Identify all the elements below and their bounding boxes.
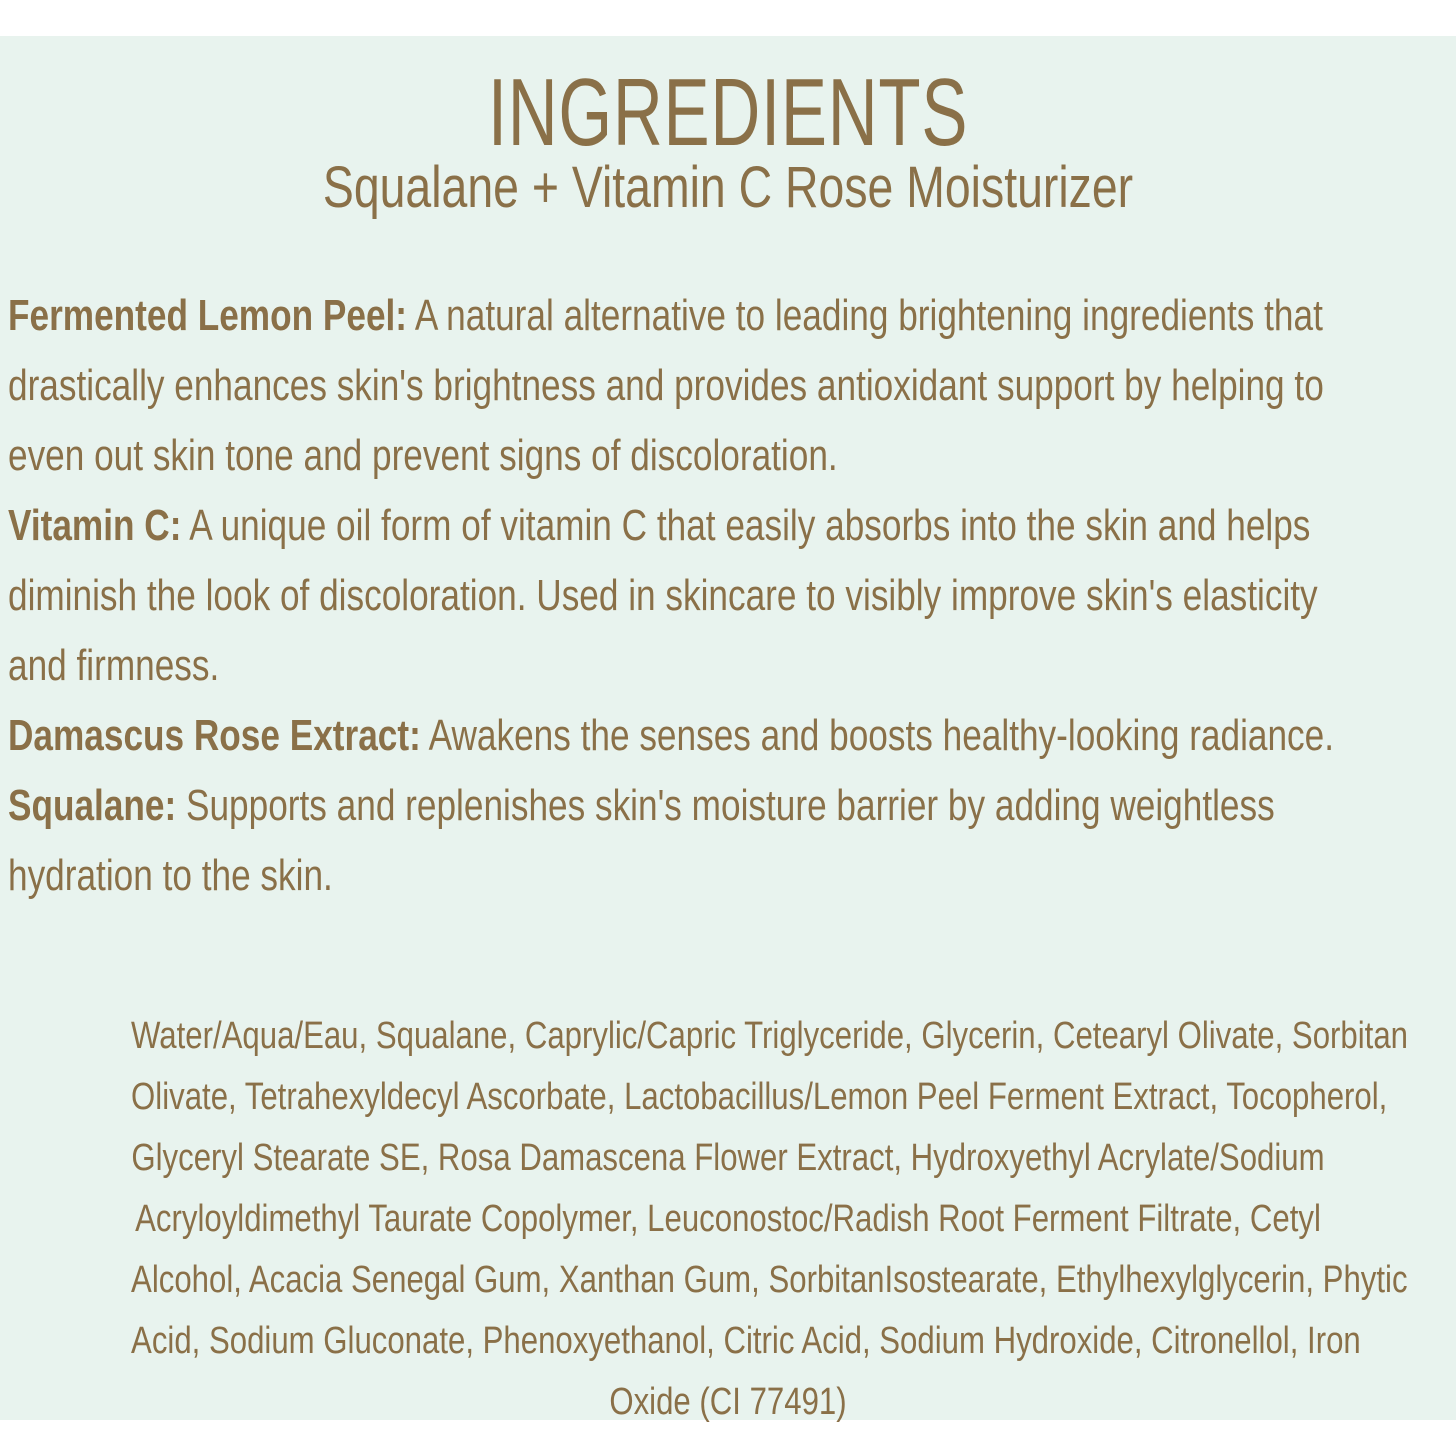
ingredient-list-line: Oxide (CI 77491): [609, 1381, 847, 1423]
ingredient-list-line: Olivate, Tetrahexyldecyl Ascorbate, Lactobacillus/Lemon Peel Ferment Extract, Tocopherol,: [131, 1076, 1388, 1118]
ingredient-list-line: Acryloyldimethyl Taurate Copolymer, Leuconostoc/Radish Root Ferment Filtrate, Cetyl: [135, 1198, 1321, 1240]
benefit-rose-text: Awakens the senses and boosts healthy-looking radiance.: [420, 711, 1335, 760]
benefit-rose-name: Damascus Rose Extract:: [8, 711, 421, 760]
benefit-squalane-name: Squalane:: [8, 781, 177, 830]
benefit-squalane-line-1: [8, 771, 1448, 841]
ingredients-panel: [0, 36, 1456, 1423]
ingredient-list-line: Acid, Sodium Gluconate, Phenoxyethanol, Citric Acid, Sodium Hydroxide, Citronellol, Iron: [131, 1320, 1361, 1362]
benefit-lemon-line-3: even out skin tone and prevent signs of discoloration.: [8, 431, 838, 480]
product-name: Squalane + Vitamin C Rose Moisturizer: [322, 155, 1134, 220]
benefit-lemon-line-2: drastically enhances skin's brightness and provides antioxidant support by helping to: [8, 361, 1324, 410]
ingredient-list-line: Alcohol, Acacia Senegal Gum, Xanthan Gum, SorbitanIsostearate, Ethylhexylglycerin, Phytic: [131, 1259, 1408, 1301]
benefit-lemon-name: Fermented Lemon Peel:: [8, 291, 408, 340]
benefits-section: [8, 281, 1448, 911]
benefit-vitamin-c-line-2: diminish the look of discoloration. Used in skincare to visibly improve skin's elasticity: [8, 571, 1318, 620]
benefit-squalane-text: Supports and replenishes skin's moisture barrier by adding weightless: [176, 781, 1275, 830]
benefit-lemon-line-1: [8, 281, 1448, 351]
ingredient-list: [0, 1006, 1456, 1433]
benefit-vitamin-c-line-3: and firmness.: [8, 641, 220, 690]
page-title: INGREDIENTS: [487, 59, 969, 166]
ingredient-list-line: Water/Aqua/Eau, Squalane, Caprylic/Capric Triglyceride, Glycerin, Cetearyl Olivate, Sorbitan: [131, 1015, 1408, 1057]
benefit-lemon-text: A natural alternative to leading brightening ingredients that: [407, 291, 1323, 340]
benefit-rose-line-1: [8, 701, 1448, 771]
ingredient-list-line: Glyceryl Stearate SE, Rosa Damascena Flower Extract, Hydroxyethyl Acrylate/Sodium: [131, 1137, 1325, 1179]
benefit-vitamin-c-name: Vitamin C:: [8, 501, 182, 550]
benefit-vitamin-c-text: A unique oil form of vitamin C that easily absorbs into the skin and helps: [181, 501, 1311, 550]
benefit-squalane-line-2: hydration to the skin.: [8, 851, 333, 900]
benefit-vitamin-c-line-1: [8, 491, 1448, 561]
